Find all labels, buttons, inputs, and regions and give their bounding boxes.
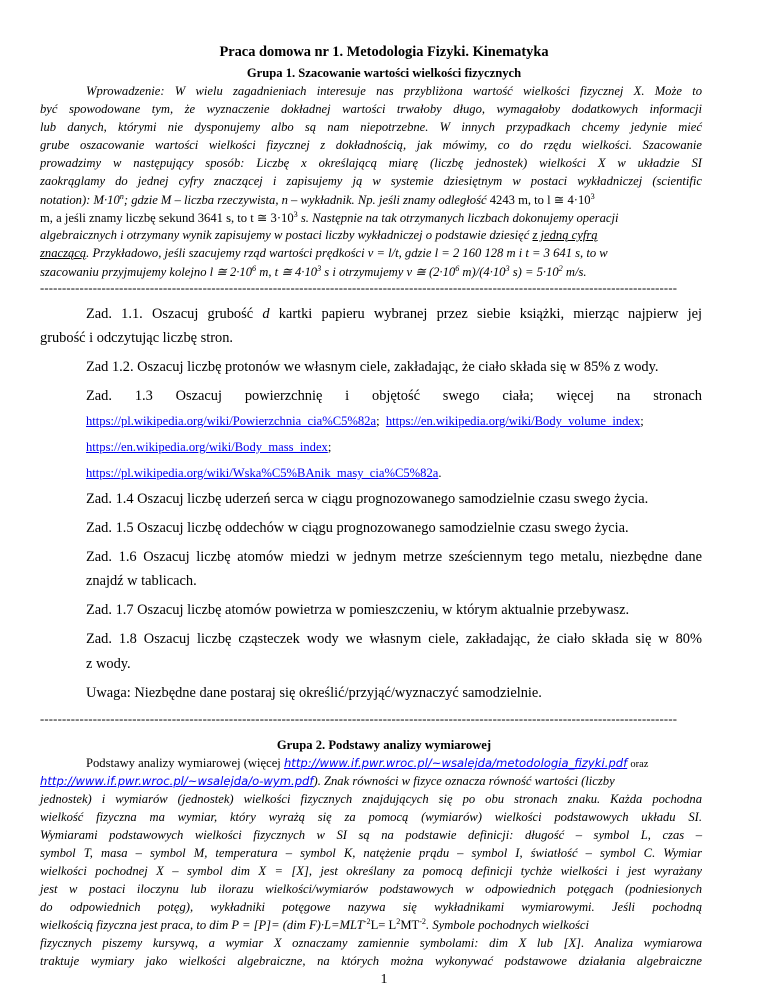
task-1-4: Zad. 1.4 Oszacuj liczbę uderzeń serca w ciągu prognozowanego samodzielnie czasu swego życia. xyxy=(86,491,649,507)
link-o-wym[interactable]: http://www.if.pwr.wroc.pl/~wsalejda/o-wym.pdf xyxy=(40,774,314,788)
task-1-2: Zad 1.2. Oszacuj liczbę protonów we własnym ciele, zakładając, że ciało składa się w 85% z wody. xyxy=(86,359,659,375)
group2-line-11: fizycznych piszemy kursywą, a wymiar X oznaczamy zamiennie symbolami: dim X lub [X]. Analiza wymiarowa xyxy=(40,936,702,950)
task-1-3: Zad. 1.3 Oszacuj powierzchnię i objętość swego ciała; więcej na stronach xyxy=(86,388,702,404)
link-powierzchnia-ciala[interactable]: https://pl.wikipedia.org/wiki/Powierzchnia_cia%C5%82a xyxy=(86,414,377,428)
task-1-8: Zad. 1.8 Oszacuj liczbę cząsteczek wody we własnym ciele, zakładając, że ciało składa się w 80% xyxy=(86,631,702,647)
separator-2: ------------------------------------------------------------------------------------------------------------------------------------------------- xyxy=(40,712,678,726)
link-body-mass-index[interactable]: https://en.wikipedia.org/wiki/Body_mass_index xyxy=(86,440,328,454)
task-1-5: Zad. 1.5 Oszacuj liczbę oddechów w ciągu prognozowanego samodzielnie czasu swego życia. xyxy=(86,520,629,536)
intro-line-10: znaczącą. Przykładowo, jeśli szacujemy rząd wartości prędkości v = l/t, gdzie l = 2 160 128 m i t = 3 641 s, to w xyxy=(40,246,608,260)
task-1-1-cont: grubość i odczytując liczbę stron. xyxy=(40,330,234,346)
task-1-6-cont: znajdź w tablicach. xyxy=(86,573,197,589)
intro-line-5: prowadzimy w następujący sposób: Liczbę x określającą miarę (liczbę jednostek) wielkości X w układzie SI xyxy=(40,156,702,170)
group1-heading: Grupa 1. Szacowanie wartości wielkości fizycznych xyxy=(246,66,522,80)
note: Uwaga: Niezbędne dane postaraj się określić/przyjąć/wyznaczyć samodzielnie. xyxy=(86,685,542,701)
intro-line-8: m, a jeśli znamy liczbę sekund 3641 s, to t ≅ $3\cdot 10^3$ s. Następnie na tak otrzymanych liczbach dokonujemy operacji xyxy=(40,209,619,225)
intro-line-1: Wprowadzenie: W wielu zagadnieniach interesuje nas przybliżona wartość wielkości fizycznej X. Może to xyxy=(86,84,702,98)
group2-line-5: Wymiarami podstawowych wielkości fizycznych w SI są na podstawie definicji: długość – symbol L, czas – xyxy=(40,828,702,842)
intro-line-9: algebraicznych i otrzymany wynik zapisujemy w postaci liczby wykładniczej o podstawie dziesięć z jedną cyfrą xyxy=(40,228,598,242)
group2-line-3: jednostek) i wymiarów (jednostek) wielkości fizycznych znajdujących się po obu stronach znaku. Każda pochodna xyxy=(40,792,702,806)
task-1-3-links-row3: https://pl.wikipedia.org/wiki/Wska%C5%BAnik_masy_cia%C5%82a. xyxy=(86,466,442,480)
link-wskaznik-masy-ciala[interactable]: https://pl.wikipedia.org/wiki/Wska%C5%BAnik_masy_cia%C5%82a xyxy=(86,466,439,480)
task-1-8-cont: z wody. xyxy=(86,656,131,672)
link-metodologia-fizyki[interactable]: http://www.if.pwr.wroc.pl/~wsalejda/metodologia_fizyki.pdf xyxy=(283,756,628,770)
intro-line-6: zaokrąglamy do jednej cyfry znaczącej i zapisujemy ją w systemie dziesiętnym w postaci wykładniczej (scientific xyxy=(40,174,702,188)
group2-line-12: traktuje wymiary jako wielkości algebraiczne, na których można wykonywać podstawowe działania algebraiczne xyxy=(40,954,702,968)
group2-line-9: do odpowiednich potęg), wykładniki potęgowe nazywa się wykładnikami wymiarowymi. Jeśli pochodną xyxy=(40,900,702,914)
group2-line-1: Podstawy analizy wymiarowej (więcej http://www.if.pwr.wroc.pl/~wsalejda/metodologia_fizyki.pdf oraz xyxy=(86,756,649,770)
intro-line-3: lub danych, którymi nie dysponujemy albo są nam niepotrzebne. W innych przypadkach chcemy jedynie mieć xyxy=(40,120,702,134)
group2-line-8: jest w postaci iloczynu lub ilorazu wielkości/wymiarów podstawowych w odpowiednich potęgach (podniesionych xyxy=(40,882,702,896)
separator-1: ------------------------------------------------------------------------------------------------------------------------------------------------- xyxy=(40,281,678,295)
task-1-7: Zad. 1.7 Oszacuj liczbę atomów powietrza w pomieszczeniu, w którym aktualnie przebywasz. xyxy=(86,602,630,618)
intro-line-4: grube oszacowanie wartości wielkości fizycznej z dokładnością, jak mówimy, co do rzędu wielkości. Szacowanie xyxy=(40,138,702,152)
link-body-volume-index[interactable]: https://en.wikipedia.org/wiki/Body_volume_index xyxy=(385,414,641,428)
task-1-3-links-row2: https://en.wikipedia.org/wiki/Body_mass_index; xyxy=(86,440,332,454)
group2-line-7: wielkości pochodnej X – symbol dim X = [X], jest określany za pomocą definicji tychże wielkości i jest wyrażany xyxy=(40,864,702,878)
group2-line-4: wielkość fizyczna ma wymiar, który wyrażą się za pomocą (wymiarów) wielkości podstawowych układu SI. xyxy=(40,810,702,824)
group2-line-2: http://www.if.pwr.wroc.pl/~wsalejda/o-wym.pdf). Znak równości w fizyce oznacza równość wartości (liczby xyxy=(40,774,615,788)
group2-heading: Grupa 2. Podstawy analizy wymiarowej xyxy=(276,738,492,752)
task-1-6: Zad. 1.6 Oszacuj liczbę atomów miedzi w jednym metrze sześciennym tego metalu, niezbędne dane xyxy=(86,549,702,565)
task-1-3-links-row1: https://pl.wikipedia.org/wiki/Powierzchnia_cia%C5%82a; https://en.wikipedia.org/wiki/Body_volume_index; xyxy=(86,414,644,428)
intro-line-7: notation): $M\cdot 10^n$; gdzie M – liczba rzeczywista, n – wykładnik. Np. jeśli znamy odległość 4243 m, to l ≅ $4\cdot 10^3$ xyxy=(40,191,595,207)
document-title: Praca domowa nr 1. Metodologia Fizyki. Kinematyka xyxy=(219,44,549,60)
intro-line-11: szacowaniu przyjmujemy kolejno l ≅ $2\cdot 10^6$ m, t ≅ $4\cdot 10^3$ s i otrzymujemy v ≅ ($2\cdot 10^6$ $m)/(4\cdot 10^3$ $s) = 5\cdot 10^2$ m/s. xyxy=(40,263,587,279)
group2-line-6: symbol T, masa – symbol M, temperatura – symbol K, natężenie prądu – symbol I, światłość – symbol C. Wymiar xyxy=(40,846,702,860)
intro-line-2: być spowodowane tym, że wyznaczenie dokładnej wartości trwałoby długo, wymagałoby dodatkowych informacji xyxy=(40,102,702,116)
group2-line-10: wielkością fizyczna jest praca, to dim P = [P]= (dim $F)\cdot L=MLT^{-2}L= L^2MT^{-2}$. Symbole pochodnych wielkości xyxy=(40,916,589,932)
task-1-1: Zad. 1.1. Oszacuj grubość d kartki papieru wybranej przez siebie książki, mierząc najpierw jej xyxy=(86,306,702,322)
page-number: 1 xyxy=(380,972,388,987)
